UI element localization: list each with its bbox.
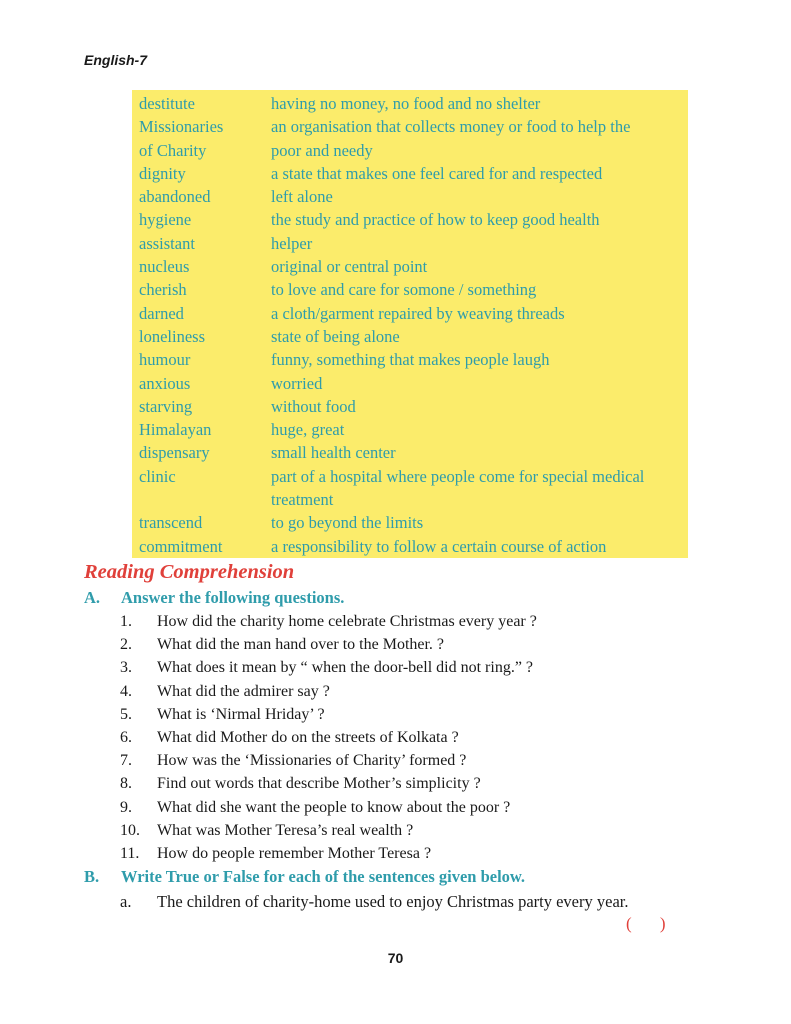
- question-text: How do people remember Mother Teresa ?: [157, 845, 432, 863]
- question-item: [120, 680, 700, 703]
- question-text: What is ‘Nirmal Hriday’ ?: [157, 705, 325, 723]
- glossary-row: [139, 232, 688, 255]
- glossary-row: [139, 395, 688, 418]
- glossary-row: [139, 372, 688, 395]
- question-text: What did Mother do on the streets of Kolkata ?: [157, 729, 459, 747]
- reading-comprehension-title: Reading Comprehension: [84, 561, 295, 583]
- question-number: 1.: [120, 613, 132, 630]
- glossary-word: dispensary: [139, 443, 210, 463]
- question-text: What did the man hand over to the Mother. ?: [157, 636, 445, 654]
- glossary-definition: to love and care for somone / something: [271, 280, 537, 300]
- question-item: [120, 772, 700, 795]
- tf-item-text: The children of charity-home used to enjoy Christmas party every year.: [157, 892, 629, 911]
- question-text: What does it mean by “ when the door-bell did not ring.” ?: [157, 659, 534, 677]
- question-number: 8.: [120, 775, 132, 793]
- tf-item-number: a.: [120, 892, 132, 911]
- glossary-row: [139, 208, 688, 231]
- glossary-definition: an organisation that collects money or food to help the: [271, 117, 631, 137]
- glossary-word: starving: [139, 396, 193, 416]
- glossary-word: abandoned: [139, 187, 211, 207]
- section-b-heading: [84, 867, 525, 887]
- question-item: [120, 749, 700, 772]
- glossary-row: [139, 162, 688, 185]
- glossary-word: loneliness: [139, 326, 205, 346]
- glossary-word: Missionaries: [139, 117, 224, 137]
- question-item: [120, 703, 700, 726]
- glossary-word: hygiene: [139, 210, 192, 230]
- glossary-definition: a state that makes one feel cared for and respected: [271, 163, 603, 183]
- glossary-definition: without food: [271, 396, 356, 416]
- glossary-definition: left alone: [271, 187, 333, 207]
- glossary-row: [139, 92, 688, 115]
- glossary-row: [139, 139, 688, 162]
- question-item: [120, 726, 700, 749]
- question-number: 7.: [120, 752, 132, 770]
- question-text: What did the admirer say ?: [157, 682, 330, 700]
- glossary-definition: helper: [271, 233, 313, 253]
- question-item: [120, 633, 700, 656]
- question-text: What did she want the people to know about the poor ?: [157, 798, 511, 816]
- question-text: Find out words that describe Mother’s simplicity ?: [157, 775, 481, 793]
- glossary-word: nucleus: [139, 257, 190, 277]
- glossary-word: anxious: [139, 373, 191, 393]
- question-item: [120, 842, 700, 865]
- glossary-definition: a responsibility to follow a certain course of action: [271, 536, 607, 556]
- glossary-row: [139, 418, 688, 441]
- book-header: English-7: [84, 52, 148, 68]
- glossary-word: humour: [139, 350, 191, 370]
- question-number: 2.: [120, 636, 132, 654]
- question-number: 3.: [120, 659, 132, 677]
- glossary-word: Himalayan: [139, 420, 212, 440]
- glossary-definition: having no money, no food and no shelter: [271, 94, 541, 113]
- glossary-row: [139, 465, 688, 488]
- glossary-row: [139, 535, 688, 558]
- glossary-word: of Charity: [139, 140, 207, 160]
- glossary-word: darned: [139, 303, 184, 323]
- question-number: 6.: [120, 729, 132, 747]
- glossary-word: transcend: [139, 513, 203, 533]
- glossary-definition: small health center: [271, 443, 396, 463]
- glossary-word: commitment: [139, 536, 223, 556]
- question-list: [120, 610, 700, 865]
- glossary-word: cherish: [139, 280, 187, 300]
- question-number: 4.: [120, 682, 132, 700]
- page-number: 70: [387, 950, 404, 966]
- section-a-title: Answer the following questions.: [121, 588, 345, 607]
- question-text: How did the charity home celebrate Christmas every year ?: [157, 613, 537, 630]
- glossary-definition: part of a hospital where people come for special medical: [271, 466, 645, 486]
- glossary-definition: worried: [271, 373, 323, 393]
- glossary-row: [139, 278, 688, 301]
- section-b-letter: B.: [84, 867, 100, 886]
- glossary-row: [139, 115, 688, 138]
- question-item: [120, 819, 700, 842]
- question-number: 10.: [120, 821, 140, 839]
- glossary-word: destitute: [139, 94, 195, 113]
- glossary-definition: state of being alone: [271, 326, 400, 346]
- glossary-word: clinic: [139, 466, 176, 486]
- glossary-definition: original or central point: [271, 257, 428, 277]
- question-item: [120, 610, 700, 633]
- glossary-row: [139, 511, 688, 534]
- glossary-word: [139, 488, 271, 511]
- glossary-definition: funny, something that makes people laugh: [271, 350, 550, 370]
- answer-bracket: ( ): [626, 914, 678, 933]
- question-number: 11.: [120, 845, 140, 863]
- true-false-item: [120, 890, 690, 913]
- glossary-row: [139, 325, 688, 348]
- question-item: [120, 656, 700, 679]
- glossary-row: [139, 302, 688, 325]
- glossary-word: assistant: [139, 233, 195, 253]
- glossary-definition: huge, great: [271, 420, 345, 440]
- glossary-definition: treatment: [271, 490, 334, 510]
- question-text: What was Mother Teresa’s real wealth ?: [157, 821, 414, 839]
- glossary-box: [132, 90, 688, 558]
- question-number: 5.: [120, 705, 132, 723]
- glossary-definition: to go beyond the limits: [271, 513, 424, 533]
- glossary-definition: the study and practice of how to keep good health: [271, 210, 600, 230]
- section-a-letter: A.: [84, 588, 101, 607]
- section-a-heading: [84, 588, 344, 608]
- glossary-row: [139, 441, 688, 464]
- question-text: How was the ‘Missionaries of Charity’ formed ?: [157, 752, 467, 770]
- question-number: 9.: [120, 798, 132, 816]
- section-b-title: Write True or False for each of the sentences given below.: [121, 867, 526, 886]
- question-item: [120, 796, 700, 819]
- glossary-row: [139, 255, 688, 278]
- glossary-definition: a cloth/garment repaired by weaving threads: [271, 303, 565, 323]
- glossary-definition: poor and needy: [271, 140, 373, 160]
- glossary-row: [139, 348, 688, 371]
- glossary-row: [139, 185, 688, 208]
- glossary-word: dignity: [139, 163, 186, 183]
- glossary-row: [139, 488, 688, 511]
